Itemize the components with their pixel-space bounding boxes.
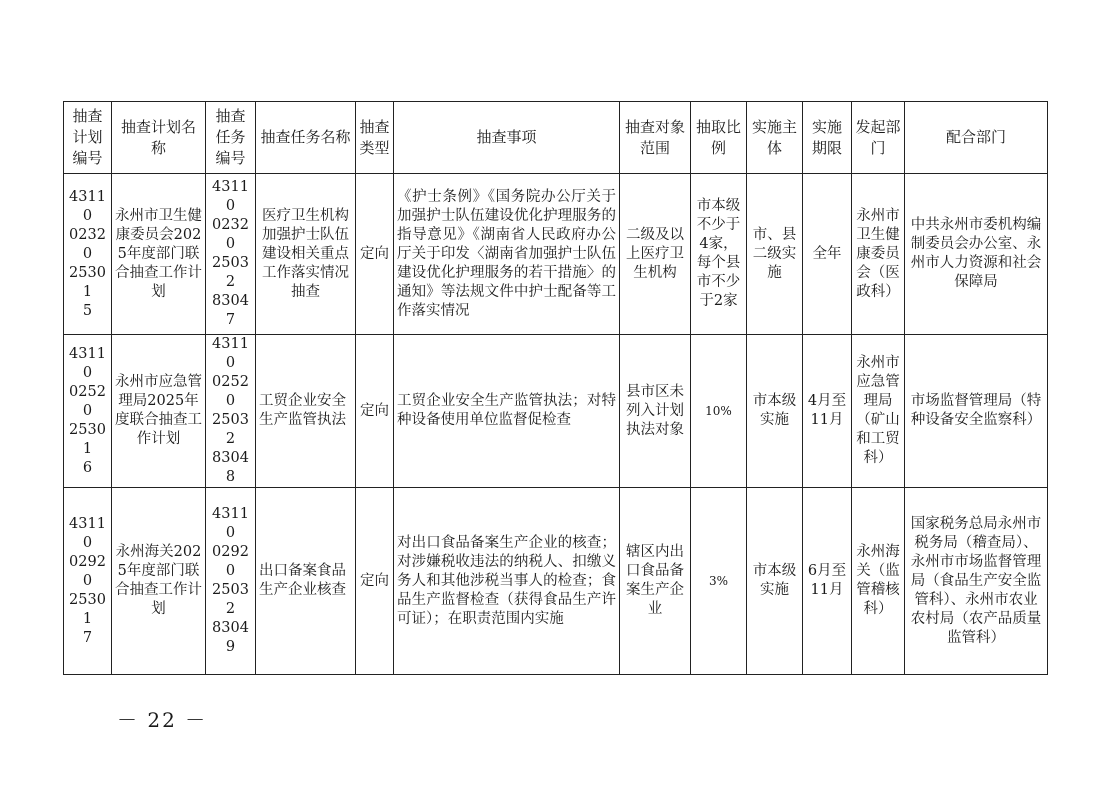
cell-plan-name: 永州市应急管理局2025年度联合抽查工作计划 — [112, 335, 206, 488]
cell-items: 工贸企业安全生产监管执法；对特种设备使用单位监督促检查 — [394, 335, 620, 488]
header-initiator: 发起部门 — [852, 102, 905, 174]
cell-subject: 市本级实施 — [747, 335, 803, 488]
header-partners: 配合部门 — [905, 102, 1048, 174]
cell-task-name: 工贸企业安全生产监管执法 — [256, 335, 356, 488]
table-row — [64, 488, 1048, 675]
cell-initiator: 永州市卫生健康委员会（医政科） — [852, 174, 905, 335]
table-row — [64, 335, 1048, 488]
table-row — [64, 174, 1048, 335]
cell-plan-no: 43110 02920 25301 7 — [64, 488, 112, 675]
header-period: 实施期限 — [803, 102, 852, 174]
cell-partners: 国家税务总局永州市税务局（稽查局）、永州市市场监督管理局（食品生产安全监管科）、永州市农业农村局（农产品质量监管科） — [905, 488, 1048, 675]
cell-type: 定向 — [356, 488, 394, 675]
cell-plan-name: 永州海关2025年度部门联合抽查工作计划 — [112, 488, 206, 675]
table-header-row — [64, 102, 1048, 174]
cell-scope: 辖区内出口食品备案生产企业 — [620, 488, 691, 675]
header-type: 抽查类型 — [356, 102, 394, 174]
cell-task-no: 43110 02920 25032 83049 — [206, 488, 256, 675]
cell-initiator: 永州海关（监管稽核科） — [852, 488, 905, 675]
cell-subject: 市、县二级实施 — [747, 174, 803, 335]
spot-check-table — [63, 101, 1048, 675]
cell-partners: 市场监督管理局（特种设备安全监察科） — [905, 335, 1048, 488]
header-task-name: 抽查任务名称 — [256, 102, 356, 174]
cell-items: 《护士条例》《国务院办公厅关于加强护士队伍建设优化护理服务的指导意见》《湖南省人民政府办公厅关于印发〈湖南省加强护士队伍建设优化护理服务的若干措施〉的通知》等法规文件中护士配备等工作落实情况 — [394, 174, 620, 335]
cell-period: 6月至11月 — [803, 488, 852, 675]
header-plan-name: 抽查计划名称 — [112, 102, 206, 174]
cell-ratio: 市本级不少于4家，每个县市不少于2家 — [691, 174, 747, 335]
cell-scope: 县市区未列入计划执法对象 — [620, 335, 691, 488]
cell-plan-name: 永州市卫生健康委员会2025年度部门联合抽查工作计划 — [112, 174, 206, 335]
cell-task-name: 出口备案食品生产企业核查 — [256, 488, 356, 675]
header-items: 抽查事项 — [394, 102, 620, 174]
header-task-no: 抽查任务编号 — [206, 102, 256, 174]
cell-scope: 二级及以上医疗卫生机构 — [620, 174, 691, 335]
header-plan-no: 抽查计划编号 — [64, 102, 112, 174]
cell-ratio: 3% — [691, 488, 747, 675]
cell-items: 对出口食品备案生产企业的核查；对涉嫌税收违法的纳税人、扣缴义务人和其他涉税当事人的检查；食品生产监督检查（获得食品生产许可证）；在职责范围内实施 — [394, 488, 620, 675]
header-scope: 抽查对象范围 — [620, 102, 691, 174]
cell-task-no: 43110 02520 25032 83048 — [206, 335, 256, 488]
cell-ratio: 10% — [691, 335, 747, 488]
cell-type: 定向 — [356, 174, 394, 335]
cell-type: 定向 — [356, 335, 394, 488]
cell-period: 4月至11月 — [803, 335, 852, 488]
cell-initiator: 永州市应急管理局（矿山和工贸科） — [852, 335, 905, 488]
cell-period: 全年 — [803, 174, 852, 335]
cell-task-name: 医疗卫生机构加强护士队伍建设相关重点工作落实情况抽查 — [256, 174, 356, 335]
cell-subject: 市本级实施 — [747, 488, 803, 675]
cell-partners: 中共永州市委机构编制委员会办公室、永州市人力资源和社会保障局 — [905, 174, 1048, 335]
header-subject: 实施主体 — [747, 102, 803, 174]
cell-task-no: 43110 02320 25032 83047 — [206, 174, 256, 335]
page-number: － 22 － — [117, 708, 208, 732]
header-ratio: 抽取比例 — [691, 102, 747, 174]
cell-plan-no: 43110 02320 25301 5 — [64, 174, 112, 335]
cell-plan-no: 43110 02520 25301 6 — [64, 335, 112, 488]
